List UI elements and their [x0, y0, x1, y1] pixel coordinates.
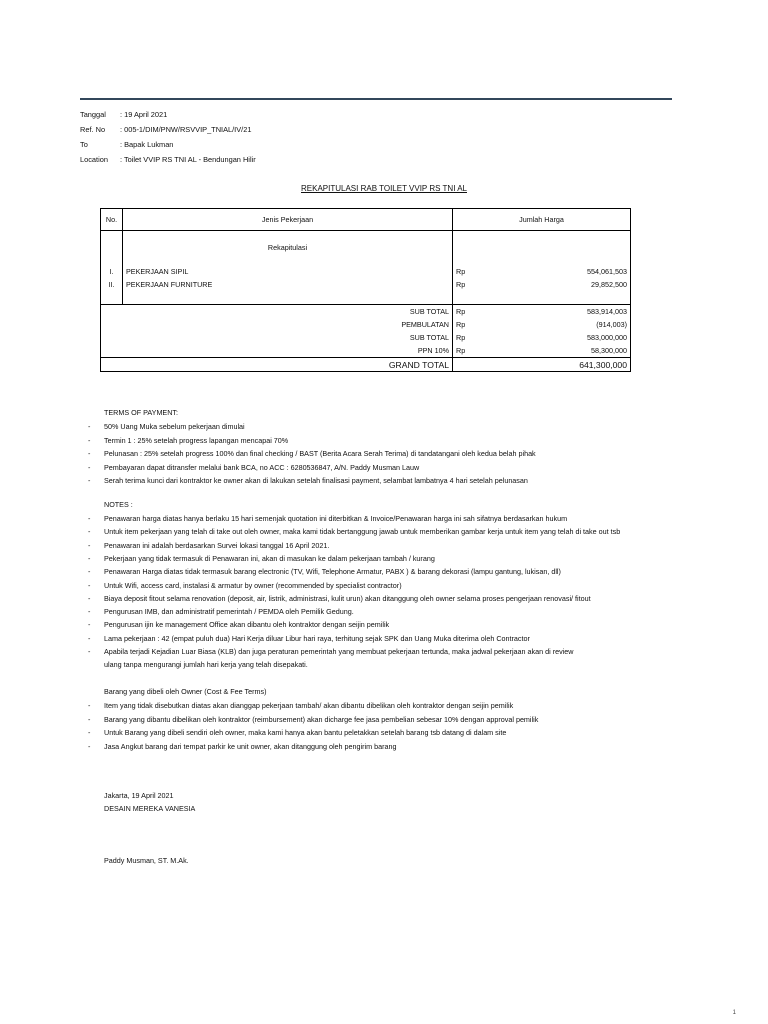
list-item: Pembayaran dapat ditransfer melalui bank BCA, no ACC : 6280536847, A/N. Paddy Musman Lauw	[104, 462, 420, 472]
notes-heading: NOTES :	[104, 500, 133, 509]
row-amount: 554,061,503	[473, 265, 631, 278]
signature-company: DESAIN MEREKA VANESIA	[104, 804, 196, 813]
terms-heading: TERMS OF PAYMENT:	[104, 408, 179, 417]
bullet-dash: -	[88, 580, 91, 590]
list-item: Pengurusan ijin ke management Office akan dibantu oleh kontraktor dengan seijin pemilik	[104, 620, 390, 630]
table-row	[101, 265, 631, 278]
list-item: 50% Uang Muka sebelum pekerjaan dimulai	[104, 422, 245, 431]
total-amount: (914,003)	[473, 318, 631, 331]
page-number: 1	[732, 1010, 736, 1016]
row-name: PEKERJAAN SIPIL	[123, 265, 453, 278]
total-currency: Rp	[456, 320, 466, 329]
ref-label: Ref. No	[80, 125, 106, 134]
list-item: Penawaran ini adalah berdasarkan Survei lokasi tanggal 16 April 2021.	[104, 540, 330, 550]
bullet-dash: -	[88, 540, 91, 550]
bullet-dash: -	[88, 435, 91, 445]
bullet-dash: -	[88, 553, 91, 563]
total-row	[101, 344, 631, 358]
bullet-dash: -	[88, 633, 91, 643]
col-header-no: No.	[101, 209, 123, 231]
row-no: I.	[101, 265, 123, 278]
total-label: PPN 10%	[123, 344, 453, 358]
total-row	[101, 305, 631, 319]
bullet-dash: -	[88, 476, 91, 485]
rab-table	[100, 208, 631, 372]
owner-heading: Barang yang dibeli oleh Owner (Cost & Fee Terms)	[104, 687, 267, 696]
list-item: Untuk Wifi, access card, instalasi & armatur by owner (recommended by specialist contractor)	[104, 580, 402, 590]
header-rule	[80, 98, 672, 100]
list-item: Penawaran Harga diatas tidak termasuk barang electronic (TV, Wifi, Telephone Armatur, PABX ) & barang dekorasi (lampu gantung, lukisan, dll)	[104, 567, 561, 577]
list-item: Pengurusan IMB, dan administratif pemerintah / PEMDA oleh Pemilik Gedung.	[104, 607, 354, 617]
grand-total-amount: 641,300,000	[473, 358, 631, 372]
row-currency: Rp	[456, 266, 466, 276]
bullet-dash: -	[88, 462, 91, 472]
row-no: II.	[101, 278, 123, 291]
location-label: Location	[80, 155, 108, 164]
list-item: Pelunasan : 25% setelah progress 100% dan final checking / BAST (Berita Acara Serah Terima) di tandatangani oleh kedua belah pihak	[104, 449, 536, 458]
total-currency: Rp	[456, 346, 466, 355]
list-item: Untuk item pekerjaan yang telah di take out oleh owner, maka kami tidak bertanggung jawab untuk memberikan gambar kerja untuk item yang telah di take out tsb	[104, 527, 621, 537]
list-item: Apabila terjadi Kejadian Luar Biasa (KLB) dan juga peraturan pemerintah yang membuat pekerjaan tertunda, maka jadwal pekerjaan akan di review	[104, 647, 574, 656]
document-title: REKAPITULASI RAB TOILET VVIP RS TNI AL	[301, 184, 467, 193]
grand-total-label: GRAND TOTAL	[123, 358, 453, 372]
total-label: SUB TOTAL	[123, 305, 453, 319]
rekap-label: Rekapitulasi	[123, 231, 453, 265]
total-label: SUB TOTAL	[123, 331, 453, 344]
list-item: Penawaran harga diatas hanya berlaku 15 hari semenjak quotation ini diterbitkan & Invoice/Penawaran harga ini sah sifatnya berdasarkan hukum	[104, 514, 568, 523]
header-tanggal	[80, 110, 167, 119]
bullet-dash: -	[88, 620, 91, 630]
bullet-dash: -	[88, 593, 91, 603]
ref-value: : 005-1/DIM/PNW/RSVVIP_TNIAL/IV/21	[120, 125, 252, 134]
list-item: Serah terima kunci dari kontraktor ke owner akan di lakukan setelah finalisasi payment, selambat lambatnya 4 hari setelah pelunasan	[104, 476, 528, 485]
total-amount: 58,300,000	[473, 344, 631, 358]
bullet-dash: -	[88, 527, 91, 537]
row-currency: Rp	[456, 279, 466, 289]
bullet-dash: -	[88, 514, 91, 523]
total-row	[101, 318, 631, 331]
header-to	[80, 140, 173, 149]
header-location	[80, 155, 256, 164]
bullet-dash: -	[88, 607, 91, 617]
notes-continuation: ulang tanpa mengurangi jumlah hari kerja yang telah disepakati.	[104, 660, 308, 669]
tanggal-label: Tanggal	[80, 110, 106, 119]
table-row	[101, 278, 631, 291]
tanggal-value: : 19 April 2021	[120, 110, 168, 119]
bullet-dash: -	[88, 741, 91, 751]
signature-place-date: Jakarta, 19 April 2021	[104, 791, 174, 800]
list-item: Barang yang dibantu dibelikan oleh kontraktor (reimbursement) akan dicharge fee jasa pembelian sebesar 10% dengan approval pemilik	[104, 714, 539, 724]
bullet-dash: -	[88, 567, 91, 577]
bullet-dash: -	[88, 701, 91, 710]
col-header-harga: Jumlah Harga	[453, 209, 631, 231]
row-amount: 29,852,500	[473, 278, 631, 291]
total-row	[101, 331, 631, 344]
list-item: Untuk Barang yang dibeli sendiri oleh owner, maka kami hanya akan bantu peletakkan setelah barang tsb datang di dalam site	[104, 728, 507, 737]
to-value: : Bapak Lukman	[120, 140, 174, 149]
row-name: PEKERJAAN FURNITURE	[123, 278, 453, 291]
total-label: PEMBULATAN	[123, 318, 453, 331]
list-item: Biaya deposit fitout selama renovation (deposit, air, listrik, administrasi, kulit urun) akan ditanggung oleh owner selama proses pengerjaan renovasi/ fitout	[104, 593, 591, 603]
bullet-dash: -	[88, 449, 91, 458]
list-item: Item yang tidak disebutkan diatas akan dianggap pekerjaan tambah/ akan dibantu dibelikan oleh kontraktor dengan seijin pemilik	[104, 701, 514, 710]
bullet-dash: -	[88, 422, 91, 431]
to-label: To	[80, 140, 88, 149]
bullet-dash: -	[88, 647, 91, 656]
signature-name: Paddy Musman, ST. M.Ak.	[104, 856, 189, 865]
total-amount: 583,000,000	[473, 331, 631, 344]
list-item: Termin 1 : 25% setelah progress lapangan mencapai 70%	[104, 435, 289, 445]
bullet-dash: -	[88, 728, 91, 737]
list-item: Jasa Angkut barang dari tempat parkir ke unit owner, akan ditanggung oleh pengirim barang	[104, 741, 397, 751]
col-header-jenis: Jenis Pekerjaan	[123, 209, 453, 231]
location-value: : Toilet VVIP RS TNI AL - Bendungan Hilir	[120, 155, 256, 164]
list-item: Lama pekerjaan : 42 (empat puluh dua) Hari Kerja diluar Libur hari raya, terhitung sejak SPK dan Uang Muka diterima oleh Contractor	[104, 633, 530, 643]
bullet-dash: -	[88, 714, 91, 724]
grand-total-row	[101, 358, 631, 372]
header-ref	[80, 125, 251, 134]
total-amount: 583,914,003	[473, 305, 631, 319]
total-currency: Rp	[456, 333, 466, 342]
total-currency: Rp	[453, 305, 473, 319]
list-item: Pekerjaan yang tidak termasuk di Penawaran ini, akan di masukan ke dalam pekerjaan tambah / kurang	[104, 553, 435, 563]
